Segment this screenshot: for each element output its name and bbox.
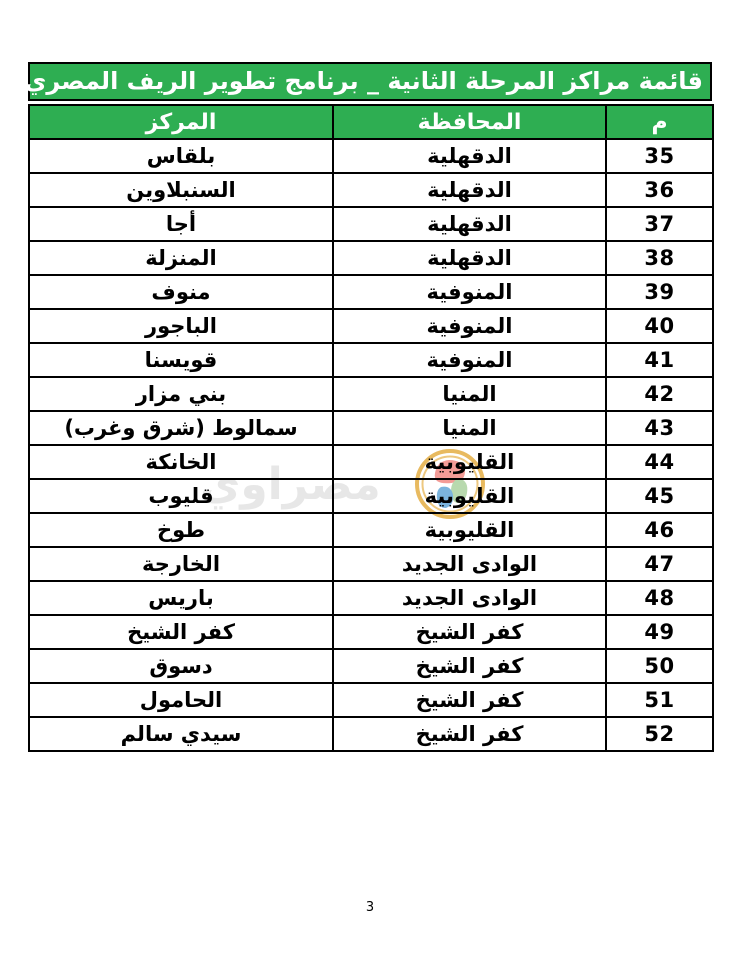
row-number-cell: 35 bbox=[606, 139, 713, 173]
table-row bbox=[29, 309, 713, 343]
table-row bbox=[29, 547, 713, 581]
column-header-governorate: المحافظة bbox=[333, 105, 606, 139]
center-cell: كفر الشيخ bbox=[29, 615, 333, 649]
center-cell: بني مزار bbox=[29, 377, 333, 411]
row-number-cell: 48 bbox=[606, 581, 713, 615]
centers-table bbox=[28, 104, 714, 752]
center-cell: الحامول bbox=[29, 683, 333, 717]
row-number-cell: 50 bbox=[606, 649, 713, 683]
table-row bbox=[29, 649, 713, 683]
table-row bbox=[29, 513, 713, 547]
center-cell: أجا bbox=[29, 207, 333, 241]
row-number-cell: 43 bbox=[606, 411, 713, 445]
center-cell: بلقاس bbox=[29, 139, 333, 173]
center-cell: المنزلة bbox=[29, 241, 333, 275]
governorate-cell: كفر الشيخ bbox=[333, 649, 606, 683]
governorate-cell: كفر الشيخ bbox=[333, 683, 606, 717]
column-header-number: م bbox=[606, 105, 713, 139]
page-title: قائمة مراكز المرحلة الثانية _ برنامج تطوير الريف المصري bbox=[28, 62, 712, 101]
table-row bbox=[29, 377, 713, 411]
table-row bbox=[29, 275, 713, 309]
center-cell: منوف bbox=[29, 275, 333, 309]
center-cell: الباجور bbox=[29, 309, 333, 343]
row-number-cell: 38 bbox=[606, 241, 713, 275]
table-row bbox=[29, 445, 713, 479]
governorate-cell: المنوفية bbox=[333, 309, 606, 343]
table-row bbox=[29, 411, 713, 445]
table-row bbox=[29, 479, 713, 513]
governorate-cell: كفر الشيخ bbox=[333, 615, 606, 649]
row-number-cell: 52 bbox=[606, 717, 713, 751]
governorate-cell: القليوبية bbox=[333, 513, 606, 547]
center-cell: سمالوط (شرق وغرب) bbox=[29, 411, 333, 445]
row-number-cell: 41 bbox=[606, 343, 713, 377]
center-cell: باريس bbox=[29, 581, 333, 615]
page-number: 3 bbox=[365, 900, 375, 915]
governorate-cell: الوادى الجديد bbox=[333, 581, 606, 615]
center-cell: قليوب bbox=[29, 479, 333, 513]
table-row bbox=[29, 139, 713, 173]
row-number-cell: 51 bbox=[606, 683, 713, 717]
row-number-cell: 44 bbox=[606, 445, 713, 479]
table-body bbox=[29, 139, 713, 751]
governorate-cell: المنوفية bbox=[333, 343, 606, 377]
center-cell: الخانكة bbox=[29, 445, 333, 479]
governorate-cell: الدقهلية bbox=[333, 207, 606, 241]
center-cell: قويسنا bbox=[29, 343, 333, 377]
watermark-text: مصراوي bbox=[200, 459, 381, 510]
table-row bbox=[29, 173, 713, 207]
table-row bbox=[29, 241, 713, 275]
table-header-row bbox=[29, 105, 713, 139]
governorate-cell: الدقهلية bbox=[333, 139, 606, 173]
governorate-cell: كفر الشيخ bbox=[333, 717, 606, 751]
center-cell: سيدي سالم bbox=[29, 717, 333, 751]
table-row bbox=[29, 683, 713, 717]
governorate-cell: الدقهلية bbox=[333, 173, 606, 207]
row-number-cell: 46 bbox=[606, 513, 713, 547]
row-number-cell: 40 bbox=[606, 309, 713, 343]
center-cell: السنبلاوين bbox=[29, 173, 333, 207]
row-number-cell: 39 bbox=[606, 275, 713, 309]
table-row bbox=[29, 615, 713, 649]
governorate-cell: المنيا bbox=[333, 377, 606, 411]
table-row bbox=[29, 581, 713, 615]
row-number-cell: 45 bbox=[606, 479, 713, 513]
table-row bbox=[29, 717, 713, 751]
governorate-cell: القليوبية bbox=[333, 445, 606, 479]
row-number-cell: 36 bbox=[606, 173, 713, 207]
governorate-cell: المنوفية bbox=[333, 275, 606, 309]
center-cell: دسوق bbox=[29, 649, 333, 683]
row-number-cell: 49 bbox=[606, 615, 713, 649]
center-cell: طوخ bbox=[29, 513, 333, 547]
row-number-cell: 42 bbox=[606, 377, 713, 411]
governorate-cell: المنيا bbox=[333, 411, 606, 445]
row-number-cell: 47 bbox=[606, 547, 713, 581]
row-number-cell: 37 bbox=[606, 207, 713, 241]
center-cell: الخارجة bbox=[29, 547, 333, 581]
column-header-center: المركز bbox=[29, 105, 333, 139]
table-row bbox=[29, 207, 713, 241]
governorate-cell: الدقهلية bbox=[333, 241, 606, 275]
governorate-cell: القليوبية bbox=[333, 479, 606, 513]
governorate-cell: الوادى الجديد bbox=[333, 547, 606, 581]
table-row bbox=[29, 343, 713, 377]
